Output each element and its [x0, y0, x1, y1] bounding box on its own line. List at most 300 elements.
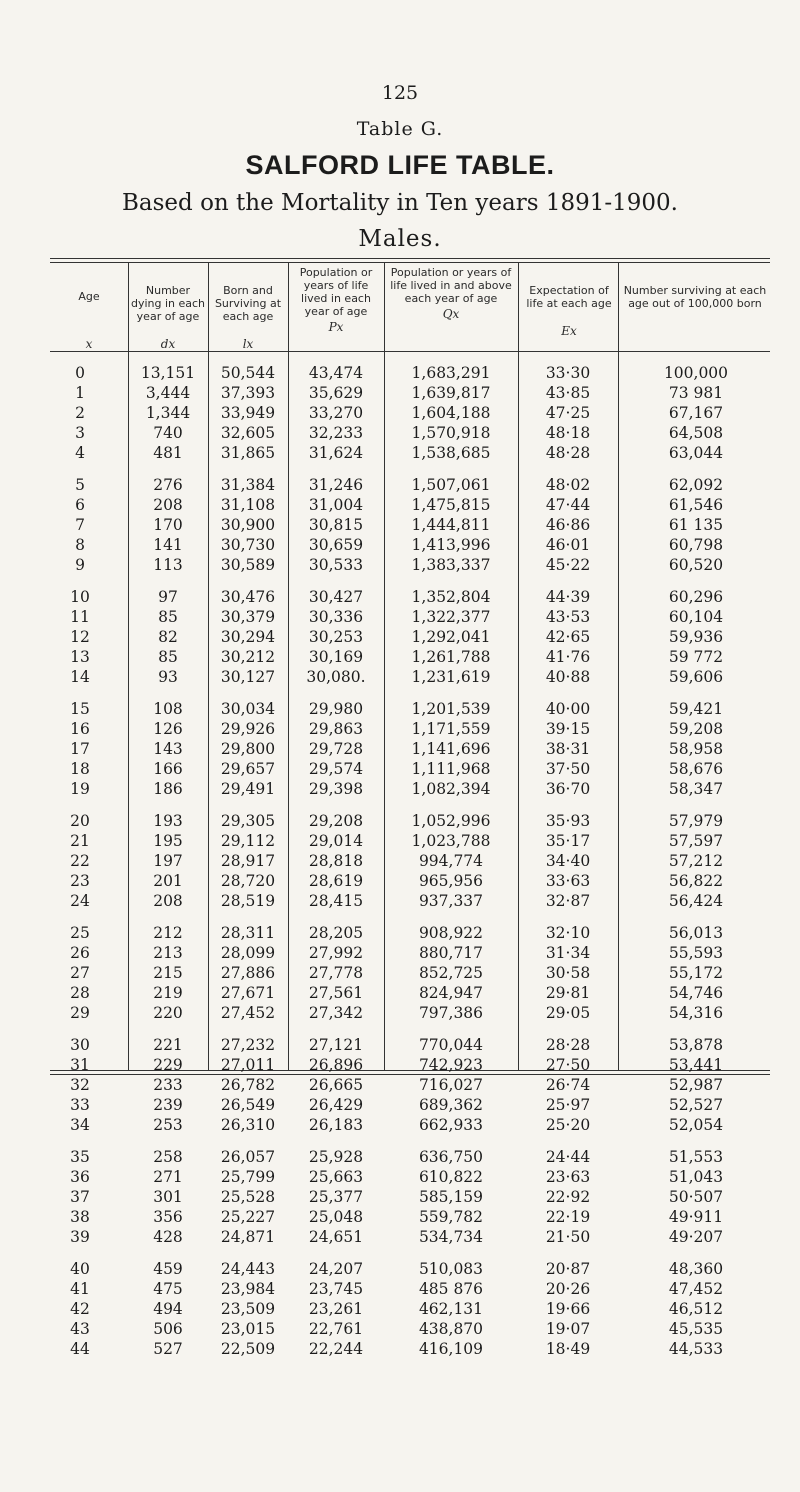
- lx-cell: 28,311: [220, 924, 276, 942]
- px-cell: 28,415: [308, 892, 364, 910]
- table-row: [50, 555, 770, 575]
- surviving-cell: 58,958: [668, 740, 724, 758]
- ex-cell: 45·22: [545, 556, 591, 574]
- surviving-cell: 47,452: [668, 1280, 724, 1298]
- qx-cell: 585,159: [418, 1188, 484, 1206]
- px-cell: 25,048: [308, 1208, 364, 1226]
- px-cell: 24,651: [308, 1228, 364, 1246]
- ex-cell: 43·85: [545, 384, 591, 402]
- ex-cell: 40·88: [545, 668, 591, 686]
- lx-cell: 25,227: [220, 1208, 276, 1226]
- dx-cell: 85: [158, 608, 178, 626]
- table-row: [50, 667, 770, 687]
- age-cell: 21: [70, 832, 90, 850]
- age-cell: 17: [70, 740, 90, 758]
- qx-cell: 1,639,817: [411, 384, 491, 402]
- surviving-cell: 73 981: [668, 384, 724, 402]
- px-cell: 23,261: [308, 1300, 364, 1318]
- table-row: [50, 963, 770, 983]
- lx-cell: 28,720: [220, 872, 276, 890]
- table-row: [50, 443, 770, 463]
- px-cell: 26,665: [308, 1076, 364, 1094]
- table-row: [50, 871, 770, 891]
- px-cell: 30,080.: [306, 668, 366, 686]
- age-cell: 28: [70, 984, 90, 1002]
- px-cell: 29,863: [308, 720, 364, 738]
- top-rule: [50, 258, 770, 259]
- dx-cell: 239: [153, 1096, 183, 1114]
- ex-cell: 48·02: [545, 476, 591, 494]
- table-row: [50, 1187, 770, 1207]
- dx-cell: 229: [153, 1056, 183, 1074]
- life-table-body: [50, 363, 770, 1371]
- ex-cell: 28·28: [545, 1036, 591, 1054]
- dx-cell: 141: [153, 536, 183, 554]
- column-label: Age: [78, 290, 100, 303]
- age-cell: 12: [70, 628, 90, 646]
- px-cell: 30,659: [308, 536, 364, 554]
- qx-cell: 559,782: [418, 1208, 484, 1226]
- surviving-cell: 60,520: [668, 556, 724, 574]
- table-row: [50, 627, 770, 647]
- lx-cell: 31,108: [220, 496, 276, 514]
- dx-cell: 93: [158, 668, 178, 686]
- surviving-cell: 61 135: [668, 516, 724, 534]
- qx-cell: 1,683,291: [411, 364, 491, 382]
- qx-cell: 880,717: [418, 944, 484, 962]
- lx-cell: 29,305: [220, 812, 276, 830]
- px-cell: 30,427: [308, 588, 364, 606]
- qx-cell: 1,383,337: [411, 556, 491, 574]
- table-row: [50, 699, 770, 719]
- dx-cell: 208: [153, 892, 183, 910]
- row-group: [50, 1035, 770, 1135]
- sex-label: Males.: [358, 226, 442, 252]
- lx-cell: 29,926: [220, 720, 276, 738]
- column-header-lx: [210, 284, 286, 351]
- lx-cell: 25,799: [220, 1168, 276, 1186]
- age-cell: 40: [70, 1260, 90, 1278]
- px-cell: 27,778: [308, 964, 364, 982]
- age-cell: 38: [70, 1208, 90, 1226]
- lx-cell: 23,015: [220, 1320, 276, 1338]
- table-row: [50, 1095, 770, 1115]
- qx-cell: 965,956: [418, 872, 484, 890]
- age-cell: 31: [70, 1056, 90, 1074]
- dx-cell: 1,344: [145, 404, 191, 422]
- dx-cell: 170: [153, 516, 183, 534]
- surviving-cell: 100,000: [663, 364, 729, 382]
- table-row: [50, 1319, 770, 1339]
- ex-cell: 23·63: [545, 1168, 591, 1186]
- table-row: [50, 1339, 770, 1359]
- dx-cell: 506: [153, 1320, 183, 1338]
- lx-cell: 31,384: [220, 476, 276, 494]
- table-row: [50, 891, 770, 911]
- qx-cell: 1,538,685: [411, 444, 491, 462]
- surviving-cell: 49·911: [668, 1208, 724, 1226]
- ex-cell: 25·20: [545, 1116, 591, 1134]
- column-symbol: x: [85, 337, 93, 351]
- px-cell: 31,246: [308, 476, 364, 494]
- dx-cell: 233: [153, 1076, 183, 1094]
- qx-cell: 1,475,815: [411, 496, 491, 514]
- table-row: [50, 587, 770, 607]
- px-cell: 22,761: [308, 1320, 364, 1338]
- table-row: [50, 535, 770, 555]
- ex-cell: 29·81: [545, 984, 591, 1002]
- px-cell: 28,205: [308, 924, 364, 942]
- ex-cell: 19·66: [545, 1300, 591, 1318]
- ex-cell: 33·63: [545, 872, 591, 890]
- page-number: 125: [381, 82, 419, 104]
- px-cell: 30,336: [308, 608, 364, 626]
- age-cell: 22: [70, 852, 90, 870]
- lx-cell: 30,294: [220, 628, 276, 646]
- ex-cell: 48·18: [545, 424, 591, 442]
- age-cell: 6: [75, 496, 85, 514]
- lx-cell: 23,509: [220, 1300, 276, 1318]
- lx-cell: 22,509: [220, 1340, 276, 1358]
- px-cell: 27,342: [308, 1004, 364, 1022]
- px-cell: 25,928: [308, 1148, 364, 1166]
- table-row: [50, 1115, 770, 1135]
- table-row: [50, 423, 770, 443]
- dx-cell: 481: [153, 444, 183, 462]
- age-cell: 43: [70, 1320, 90, 1338]
- row-group: [50, 811, 770, 911]
- table-row: [50, 923, 770, 943]
- px-cell: 27,121: [308, 1036, 364, 1054]
- qx-cell: 1,604,188: [411, 404, 491, 422]
- dx-cell: 97: [158, 588, 178, 606]
- px-cell: 27,992: [308, 944, 364, 962]
- px-cell: 43,474: [308, 364, 364, 382]
- table-row: [50, 1207, 770, 1227]
- age-cell: 7: [75, 516, 85, 534]
- qx-cell: 937,337: [418, 892, 484, 910]
- dx-cell: 428: [153, 1228, 183, 1246]
- lx-cell: 24,443: [220, 1260, 276, 1278]
- px-cell: 35,629: [308, 384, 364, 402]
- age-cell: 37: [70, 1188, 90, 1206]
- dx-cell: 527: [153, 1340, 183, 1358]
- column-header-ex: [522, 284, 616, 338]
- top-rule-inner: [50, 262, 770, 263]
- table-row: [50, 811, 770, 831]
- surviving-cell: 56,822: [668, 872, 724, 890]
- age-cell: 44: [70, 1340, 90, 1358]
- lx-cell: 24,871: [220, 1228, 276, 1246]
- ex-cell: 40·00: [545, 700, 591, 718]
- age-cell: 20: [70, 812, 90, 830]
- lx-cell: 29,800: [220, 740, 276, 758]
- lx-cell: 25,528: [220, 1188, 276, 1206]
- ex-cell: 36·70: [545, 780, 591, 798]
- lx-cell: 29,657: [220, 760, 276, 778]
- table-row: [50, 943, 770, 963]
- lx-cell: 27,671: [220, 984, 276, 1002]
- lx-cell: 50,544: [220, 364, 276, 382]
- table-row: [50, 647, 770, 667]
- page-title: SALFORD LIFE TABLE.: [245, 150, 555, 180]
- ex-cell: 25·97: [545, 1096, 591, 1114]
- dx-cell: 13,151: [140, 364, 196, 382]
- surviving-cell: 59,208: [668, 720, 724, 738]
- px-cell: 25,377: [308, 1188, 364, 1206]
- row-group: [50, 363, 770, 463]
- surviving-cell: 59,606: [668, 668, 724, 686]
- px-cell: 31,004: [308, 496, 364, 514]
- row-group: [50, 1259, 770, 1359]
- surviving-cell: 62,092: [668, 476, 724, 494]
- surviving-cell: 57,212: [668, 852, 724, 870]
- surviving-cell: 57,597: [668, 832, 724, 850]
- age-cell: 2: [75, 404, 85, 422]
- dx-cell: 113: [153, 556, 183, 574]
- age-cell: 0: [75, 364, 85, 382]
- lx-cell: 33,949: [220, 404, 276, 422]
- table-row: [50, 719, 770, 739]
- surviving-cell: 60,104: [668, 608, 724, 626]
- age-cell: 36: [70, 1168, 90, 1186]
- column-symbol: dx: [160, 337, 176, 351]
- surviving-cell: 50·507: [668, 1188, 724, 1206]
- ex-cell: 29·05: [545, 1004, 591, 1022]
- qx-cell: 1,023,788: [411, 832, 491, 850]
- surviving-cell: 58,676: [668, 760, 724, 778]
- qx-cell: 1,171,559: [411, 720, 491, 738]
- px-cell: 26,429: [308, 1096, 364, 1114]
- lx-cell: 30,476: [220, 588, 276, 606]
- age-cell: 26: [70, 944, 90, 962]
- surviving-cell: 56,013: [668, 924, 724, 942]
- px-cell: 24,207: [308, 1260, 364, 1278]
- column-header-px: [290, 266, 382, 334]
- qx-cell: 662,933: [418, 1116, 484, 1134]
- surviving-cell: 53,441: [668, 1056, 724, 1074]
- qx-cell: 1,413,996: [411, 536, 491, 554]
- dx-cell: 253: [153, 1116, 183, 1134]
- surviving-cell: 54,316: [668, 1004, 724, 1022]
- table-row: [50, 1003, 770, 1023]
- dx-cell: 459: [153, 1260, 183, 1278]
- column-symbol: Ex: [561, 324, 577, 338]
- qx-cell: 1,082,394: [411, 780, 491, 798]
- surviving-cell: 53,878: [668, 1036, 724, 1054]
- surviving-cell: 55,593: [668, 944, 724, 962]
- dx-cell: 215: [153, 964, 183, 982]
- qx-cell: 636,750: [418, 1148, 484, 1166]
- ex-cell: 44·39: [545, 588, 591, 606]
- qx-cell: 908,922: [418, 924, 484, 942]
- table-row: [50, 383, 770, 403]
- age-cell: 9: [75, 556, 85, 574]
- qx-cell: 534,734: [418, 1228, 484, 1246]
- qx-cell: 1,444,811: [411, 516, 491, 534]
- ex-cell: 41·76: [545, 648, 591, 666]
- ex-cell: 39·15: [545, 720, 591, 738]
- lx-cell: 30,900: [220, 516, 276, 534]
- px-cell: 29,014: [308, 832, 364, 850]
- lx-cell: 30,589: [220, 556, 276, 574]
- column-header-age: [50, 290, 128, 351]
- ex-cell: 32·87: [545, 892, 591, 910]
- ex-cell: 47·25: [545, 404, 591, 422]
- age-cell: 32: [70, 1076, 90, 1094]
- qx-cell: 716,027: [418, 1076, 484, 1094]
- qx-cell: 689,362: [418, 1096, 484, 1114]
- surviving-cell: 45,535: [668, 1320, 724, 1338]
- dx-cell: 212: [153, 924, 183, 942]
- age-cell: 8: [75, 536, 85, 554]
- column-header-surviving: [620, 284, 770, 310]
- table-row: [50, 739, 770, 759]
- ex-cell: 48·28: [545, 444, 591, 462]
- table-row: [50, 1147, 770, 1167]
- table-row: [50, 475, 770, 495]
- ex-cell: 38·31: [545, 740, 591, 758]
- dx-cell: 108: [153, 700, 183, 718]
- px-cell: 30,253: [308, 628, 364, 646]
- ex-cell: 22·19: [545, 1208, 591, 1226]
- px-cell: 30,533: [308, 556, 364, 574]
- qx-cell: 994,774: [418, 852, 484, 870]
- header-rule: [50, 351, 770, 352]
- dx-cell: 166: [153, 760, 183, 778]
- ex-cell: 33·30: [545, 364, 591, 382]
- table-row: [50, 403, 770, 423]
- age-cell: 5: [75, 476, 85, 494]
- column-symbol: lx: [242, 337, 254, 351]
- qx-cell: 1,292,041: [411, 628, 491, 646]
- px-cell: 27,561: [308, 984, 364, 1002]
- dx-cell: 195: [153, 832, 183, 850]
- dx-cell: 193: [153, 812, 183, 830]
- px-cell: 30,815: [308, 516, 364, 534]
- surviving-cell: 52,527: [668, 1096, 724, 1114]
- table-row: [50, 1035, 770, 1055]
- lx-cell: 23,984: [220, 1280, 276, 1298]
- dx-cell: 186: [153, 780, 183, 798]
- table-row: [50, 983, 770, 1003]
- surviving-cell: 60,296: [668, 588, 724, 606]
- px-cell: 28,818: [308, 852, 364, 870]
- lx-cell: 28,099: [220, 944, 276, 962]
- ex-cell: 32·10: [545, 924, 591, 942]
- surviving-cell: 48,360: [668, 1260, 724, 1278]
- px-cell: 29,398: [308, 780, 364, 798]
- dx-cell: 475: [153, 1280, 183, 1298]
- table-row: [50, 495, 770, 515]
- dx-cell: 271: [153, 1168, 183, 1186]
- qx-cell: 1,052,996: [411, 812, 491, 830]
- age-cell: 30: [70, 1036, 90, 1054]
- ex-cell: 42·65: [545, 628, 591, 646]
- dx-cell: 276: [153, 476, 183, 494]
- lx-cell: 30,730: [220, 536, 276, 554]
- surviving-cell: 51,043: [668, 1168, 724, 1186]
- dx-cell: 82: [158, 628, 178, 646]
- dx-cell: 494: [153, 1300, 183, 1318]
- ex-cell: 18·49: [545, 1340, 591, 1358]
- table-row: [50, 1055, 770, 1075]
- px-cell: 26,896: [308, 1056, 364, 1074]
- dx-cell: 258: [153, 1148, 183, 1166]
- qx-cell: 852,725: [418, 964, 484, 982]
- column-label: Expectation of life at each age: [526, 284, 612, 310]
- px-cell: 25,663: [308, 1168, 364, 1186]
- px-cell: 29,208: [308, 812, 364, 830]
- dx-cell: 301: [153, 1188, 183, 1206]
- column-label: Population or years of life lived in and above each year of age: [390, 266, 512, 305]
- table-row: [50, 1259, 770, 1279]
- column-label: Born and Surviving at each age: [214, 284, 282, 323]
- age-cell: 3: [75, 424, 85, 442]
- surviving-cell: 49·207: [668, 1228, 724, 1246]
- age-cell: 42: [70, 1300, 90, 1318]
- dx-cell: 213: [153, 944, 183, 962]
- surviving-cell: 55,172: [668, 964, 724, 982]
- column-label: Population or years of life lived in each year of age: [299, 266, 373, 318]
- surviving-cell: 63,044: [668, 444, 724, 462]
- row-group: [50, 923, 770, 1023]
- ex-cell: 46·01: [545, 536, 591, 554]
- row-group: [50, 699, 770, 799]
- lx-cell: 26,549: [220, 1096, 276, 1114]
- qx-cell: 1,111,968: [411, 760, 491, 778]
- dx-cell: 221: [153, 1036, 183, 1054]
- age-cell: 15: [70, 700, 90, 718]
- qx-cell: 1,141,696: [411, 740, 491, 758]
- row-group: [50, 475, 770, 575]
- table-row: [50, 779, 770, 799]
- lx-cell: 30,379: [220, 608, 276, 626]
- age-cell: 24: [70, 892, 90, 910]
- age-cell: 10: [70, 588, 90, 606]
- age-cell: 25: [70, 924, 90, 942]
- qx-cell: 1,231,619: [411, 668, 491, 686]
- qx-cell: 1,322,377: [411, 608, 491, 626]
- px-cell: 31,624: [308, 444, 364, 462]
- table-row: [50, 1279, 770, 1299]
- table-row: [50, 831, 770, 851]
- age-cell: 11: [70, 608, 90, 626]
- qx-cell: 1,261,788: [411, 648, 491, 666]
- qx-cell: 462,131: [418, 1300, 484, 1318]
- lx-cell: 30,127: [220, 668, 276, 686]
- qx-cell: 1,352,804: [411, 588, 491, 606]
- lx-cell: 30,212: [220, 648, 276, 666]
- dx-cell: 208: [153, 496, 183, 514]
- table-subtitle: Based on the Mortality in Ten years 1891-1900.: [122, 190, 678, 216]
- surviving-cell: 59 772: [668, 648, 724, 666]
- age-cell: 16: [70, 720, 90, 738]
- age-cell: 19: [70, 780, 90, 798]
- ex-cell: 43·53: [545, 608, 591, 626]
- qx-cell: 438,870: [418, 1320, 484, 1338]
- dx-cell: 85: [158, 648, 178, 666]
- dx-cell: 219: [153, 984, 183, 1002]
- qx-cell: 416,109: [418, 1340, 484, 1358]
- table-row: [50, 363, 770, 383]
- table-label: Table G.: [356, 118, 444, 140]
- column-header-dx: [130, 284, 206, 351]
- lx-cell: 31,865: [220, 444, 276, 462]
- table-row: [50, 1167, 770, 1187]
- column-header-qx: [388, 266, 514, 321]
- lx-cell: 28,519: [220, 892, 276, 910]
